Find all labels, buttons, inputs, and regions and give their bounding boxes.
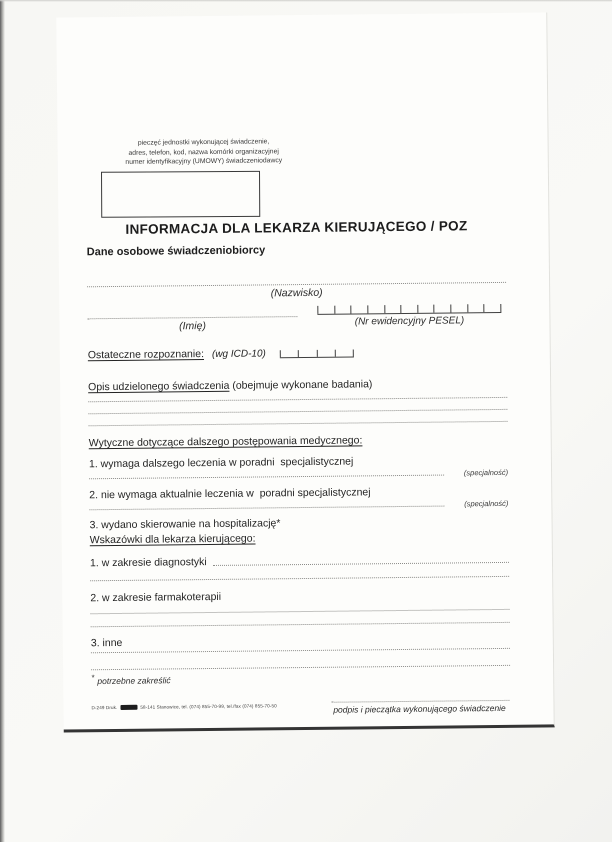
firstname-label: (Imię)	[179, 320, 206, 333]
hints-item-2: 2. w zakresie farmakoterapii	[90, 590, 222, 605]
hints-item-1-row	[90, 553, 509, 569]
stamp-caption-line-3: numer identyfikacyjny (UMOWY) świadczeniodawcy	[125, 157, 283, 166]
printer-logo	[120, 705, 137, 710]
footnote-asterisk: *	[91, 673, 95, 683]
service-description-heading: Opis udzielonego świadczenia	[88, 379, 230, 394]
hints-item-1-line	[213, 562, 509, 566]
pesel-ruler	[317, 304, 501, 315]
printer-address: 58-141 Stanowice, tel. (074) 855-70-99, tel./fax (074) 855-70-50	[140, 703, 277, 710]
guidelines-item-1: 1. wymaga dalszego leczenia w poradni specjalistycznej	[88, 455, 354, 471]
hints-line-1b	[90, 574, 509, 581]
hints-line-2b	[91, 620, 510, 627]
footnote-text: potrzebne zakreślić	[97, 675, 171, 687]
ruler-cell	[280, 350, 298, 357]
scanner-edge-shadow	[0, 0, 5, 842]
specialty-label-2: (specjalność)	[464, 498, 509, 509]
ruler-cell	[384, 305, 401, 313]
ruler-cell	[434, 304, 451, 312]
guidelines-item-3: 3. wydano skierowanie na hospitalizację*	[89, 517, 281, 532]
pesel-label: (Nr ewidencyjny PESEL)	[354, 315, 465, 328]
stamp-caption-line-2: adres, telefon, kod, nazwa komórki organizacyjnej	[128, 147, 279, 157]
service-line-1	[88, 395, 507, 402]
service-line-3	[89, 419, 508, 426]
personal-data-heading: Dane osobowe świadczeniobiorcy	[86, 244, 266, 259]
ruler-cell	[298, 350, 316, 357]
ruler-cell	[316, 350, 334, 357]
signature-line	[331, 698, 509, 703]
hints-line-2a	[90, 607, 509, 614]
stamp-caption-line-1: pieczęć jednostki wykonującej świadczenie,	[137, 138, 270, 147]
guidelines-heading: Wytyczne dotyczące dalszego postępowania medycznego:	[88, 434, 363, 450]
scanner-top-shadow	[0, 0, 612, 2]
form-sheet	[56, 12, 554, 732]
ruler-cell	[351, 305, 368, 313]
printer-imprint	[91, 703, 331, 711]
hints-line-3b	[91, 663, 510, 670]
service-line-2	[88, 407, 507, 414]
hints-heading: Wskazówki dla lekarza kierującego:	[89, 532, 256, 547]
specialty-line-2	[89, 504, 444, 511]
stamp-box	[101, 171, 260, 218]
stamp-caption	[88, 137, 320, 168]
ruler-cell	[484, 304, 502, 312]
specialty-line-1	[89, 473, 444, 480]
hints-line-3a	[91, 646, 510, 653]
ruler-cell	[450, 304, 467, 312]
form-title: INFORMACJA DLA LEKARZA KIERUJĄCEGO / POZ	[125, 218, 468, 237]
diagnosis-heading: Ostateczne rozpoznanie:	[87, 348, 205, 362]
surname-label: (Nazwisko)	[270, 286, 323, 300]
footnote	[91, 672, 170, 686]
ruler-cell	[317, 306, 334, 314]
icd10-ruler	[280, 349, 354, 358]
service-description-row	[88, 374, 372, 395]
ruler-cell	[367, 305, 384, 313]
ruler-cell	[417, 305, 434, 313]
hints-item-1: 1. w zakresie diagnostyki	[89, 556, 207, 570]
hints-item-3: 3. inne	[90, 636, 123, 650]
ruler-cell	[334, 306, 351, 314]
ruler-cell	[467, 304, 484, 312]
ruler-cell	[335, 349, 354, 356]
service-description-suffix: (obejmuje wykonane badania)	[229, 378, 373, 392]
signature-label: podpis i pieczątka wykonującego świadczenie	[333, 702, 506, 715]
icd10-label: (wg ICD-10)	[211, 348, 266, 360]
guidelines-item-2: 2. nie wymaga aktualnie leczenia w poradni specjalistycznej	[89, 486, 371, 502]
printer-code: D-249 Druk.	[91, 704, 118, 711]
specialty-label-1: (specjalność)	[463, 467, 509, 478]
diagnosis-row	[88, 345, 507, 361]
ruler-cell	[401, 305, 418, 313]
